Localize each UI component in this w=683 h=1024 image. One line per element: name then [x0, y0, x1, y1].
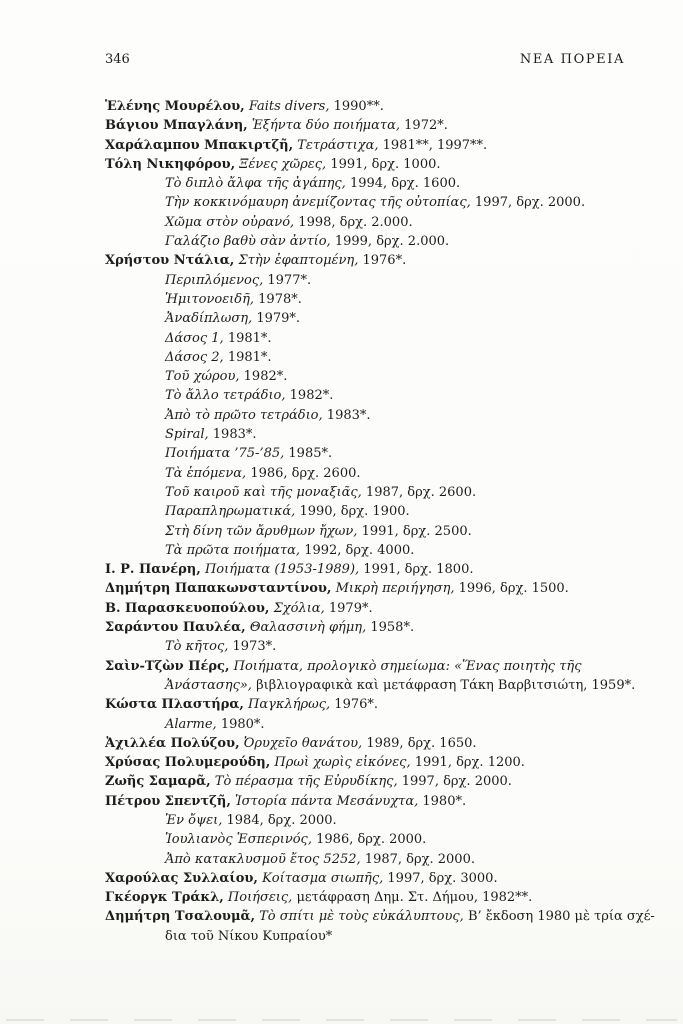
entry-title: Ἡμιτονοειδῆ,: [165, 291, 255, 307]
entry-line: [105, 907, 653, 926]
entry-line: [105, 271, 653, 290]
entry-line: [105, 792, 653, 811]
entry-rest: 1992, δρχ. 4000.: [304, 542, 415, 558]
entry-title: Θαλασσινὴ φήμη,: [249, 620, 367, 636]
entry-author: Χρύσας Πολυμερούδη,: [105, 755, 271, 771]
entry-title: Τοῦ καιροῦ καὶ τῆς μοναξιᾶς,: [165, 484, 362, 500]
entry-author: Ζωῆς Σαμαρᾶ,: [105, 774, 211, 790]
entry-title: Ἀπὸ τὸ πρῶτο τετράδιο,: [165, 407, 323, 423]
entry-author: Σαράντου Παυλέα,: [105, 620, 246, 636]
entry-rest: 1991, δρχ. 2500.: [361, 523, 472, 539]
entry-rest: 1994, δρχ. 1600.: [349, 176, 461, 192]
entry-rest: 1980*.: [422, 793, 467, 809]
entry-line: [105, 676, 653, 695]
entry-line: [105, 425, 653, 444]
entry-rest: βιβλιογραφικὰ καὶ μετάφραση Τάκη Βαρβιτσιώτη, 1959*.: [256, 677, 636, 693]
entry-title: Alarme,: [165, 716, 217, 732]
entry-rest: 1981*.: [227, 330, 272, 346]
entry-title: Παγκλήρως,: [248, 697, 331, 713]
entry-author: Χρήστου Ντάλια,: [105, 253, 235, 269]
entry-line: [105, 386, 653, 405]
entry-author: Δημήτρη Τσαλουμᾶ,: [105, 909, 255, 925]
entry-rest: 1978*.: [258, 291, 302, 307]
entry-line: [105, 348, 653, 367]
entry-title: Δάσος 2,: [165, 349, 224, 365]
entry-title: Τὸ σπίτι μὲ τοὺς εὐκάλυπτους,: [259, 909, 464, 925]
entry-author: Γκέοργκ Τράκλ,: [105, 890, 224, 906]
entry-rest: Β’ ἔκδοση 1980 μὲ τρία σχέ-: [467, 909, 655, 925]
entry-title: Τετράστιχα,: [297, 137, 379, 153]
entry-title: Ξένες χῶρες,: [239, 156, 327, 172]
entry-line: [105, 830, 653, 849]
entry-title: Τὸ κῆτος,: [165, 639, 229, 655]
entry-title: Ποιήσεις,: [227, 890, 293, 906]
entry-rest: 1982*.: [243, 369, 288, 385]
entry-rest: 1990, δρχ. 1900.: [299, 504, 410, 520]
entry-rest: 1997, δρχ. 2000.: [401, 774, 512, 790]
entry-line: [105, 213, 653, 232]
entry-author: Δημήτρη Παπακωνσταντίνου,: [105, 581, 332, 597]
entry-title: Τὸ πέρασμα τῆς Εὐρυδίκης,: [214, 774, 398, 790]
entry-title: Τοῦ χώρου,: [165, 369, 240, 385]
entry-title: Ἀπὸ κατακλυσμοῦ ἔτος 5252,: [165, 851, 361, 867]
entry-line: [105, 734, 653, 753]
entry-title: Ποιήματα (1953-1989),: [204, 562, 360, 578]
entry-title: Faits divers,: [248, 99, 330, 114]
entry-title: Γαλάζιο βαθὺ σὰν ἀντίο,: [165, 234, 331, 250]
entry-title: Στὴν ἐφαπτομένη,: [238, 253, 359, 269]
entry-line: [105, 464, 653, 483]
entry-author: Ι. Ρ. Πανέρη,: [105, 562, 201, 578]
entry-rest: 1976*.: [362, 253, 407, 269]
entry-title: Κοίτασμα σιωπῆς,: [262, 870, 384, 886]
entry-title: Ἑξήντα δύο ποιήματα,: [251, 118, 401, 134]
entry-author: Βάγιου Μπαγλάνη,: [105, 118, 248, 134]
entry-line: [105, 290, 653, 309]
entry-rest: 1991, δρχ. 1200.: [414, 755, 525, 771]
entry-title: Ἰουλιανὸς Ἑσπερινός,: [165, 832, 312, 848]
entry-rest: 1989, δρχ. 1650.: [366, 735, 477, 751]
entry-line: [105, 136, 653, 155]
entry-title: Τὰ πρῶτα ποιήματα,: [165, 542, 301, 558]
entry-line: [105, 599, 653, 618]
entry-rest: 1983*.: [212, 427, 257, 443]
entry-rest: 1979*.: [328, 600, 373, 616]
entry-line: [105, 579, 653, 598]
entry-title: Τὴν κοκκινόμαυρη ἀνεμίζοντας τῆς οὐτοπίας,: [165, 195, 471, 211]
entry-rest: δια τοῦ Νίκου Κυπραίου*: [165, 928, 333, 944]
entry-title: Πρωὶ χωρὶς εἰκόνες,: [274, 755, 411, 771]
scan-edge-artifact: [6, 1019, 677, 1021]
entry-line: [105, 444, 653, 463]
entry-rest: 1977*.: [267, 272, 312, 288]
entry-title: Μικρὴ περιήγηση,: [335, 581, 455, 597]
entry-rest: 1983*.: [326, 407, 371, 423]
entry-line: [105, 193, 653, 212]
entry-title: Παραπληρωματικά,: [165, 504, 296, 520]
entry-rest: 1986, δρχ. 2600.: [250, 465, 361, 481]
entry-title: Τὰ ἑπόμενα,: [165, 465, 247, 481]
entry-title: Χῶμα στὸν οὐρανό,: [165, 214, 295, 230]
entry-author: Χαράλαμπου Μπακιρτζῆ,: [105, 137, 294, 153]
entry-line: [105, 522, 653, 541]
entry-line: [105, 869, 653, 888]
entry-rest: 1972*.: [404, 118, 448, 134]
entry-author: Β. Παρασκευοπούλου,: [105, 600, 270, 616]
entry-line: [105, 850, 653, 869]
entry-line: [105, 116, 653, 135]
entry-line: [105, 174, 653, 193]
journal-title: ΝΕΑ ΠΟΡΕΙΑ: [519, 52, 625, 67]
entry-line: [105, 502, 653, 521]
entry-title: Ἀνάστασης»,: [165, 677, 252, 693]
entry-line: [105, 483, 653, 502]
entry-author: Κώστα Πλαστήρα,: [105, 697, 244, 713]
entry-title: Ποιήματα, προλογικὸ σημείωμα: «Ἕνας ποιητὴς τῆς: [233, 658, 582, 674]
entry-title: Δάσος 1,: [165, 330, 224, 346]
entry-line: [105, 888, 653, 907]
entry-line: [105, 155, 653, 174]
entry-rest: 1984, δρχ. 2000.: [226, 812, 337, 828]
entry-rest: 1991, δρχ. 1000.: [330, 156, 441, 172]
page-number: 346: [105, 52, 130, 67]
entry-line: [105, 309, 653, 328]
entry-rest: 1987, δρχ. 2000.: [364, 851, 475, 867]
entry-rest: 1998, δρχ. 2.000.: [298, 214, 413, 230]
entry-line: [105, 367, 653, 386]
entry-rest: 1973*.: [232, 639, 277, 655]
page-header: [0, 0, 683, 67]
entry-rest: 1985*.: [288, 446, 333, 462]
entry-title: Ἐν ὄψει,: [165, 812, 223, 828]
entry-line: [105, 560, 653, 579]
entry-line: [105, 329, 653, 348]
entry-author: Χαρούλας Συλλαίου,: [105, 870, 258, 886]
entry-line: [105, 811, 653, 830]
entry-rest: 1981*.: [227, 349, 272, 365]
entry-rest: 1997, δρχ. 3000.: [387, 870, 498, 886]
entry-rest: 1987, δρχ. 2600.: [365, 484, 477, 500]
entry-line: [105, 715, 653, 734]
entry-title: Τὸ ἄλλο τετράδιο,: [165, 388, 286, 404]
entry-line: [105, 695, 653, 714]
entry-line: [105, 97, 653, 116]
entry-rest: 1996, δρχ. 1500.: [458, 581, 569, 597]
entry-author: Σαὶν-Τζὼν Πέρς,: [105, 658, 230, 674]
entry-line: [105, 541, 653, 560]
entry-title: Ποιήματα ’75-’85,: [165, 446, 285, 462]
entry-author: Τόλη Νικηφόρου,: [105, 156, 236, 172]
entry-author: Πέτρου Σπεντζῆ,: [105, 793, 231, 809]
entry-line: [105, 927, 653, 946]
entry-author: Ἀχιλλέα Πολύζου,: [105, 735, 240, 751]
entry-line: [105, 251, 653, 270]
entry-rest: 1999, δρχ. 2.000.: [334, 234, 450, 250]
entry-title: Στὴ δίνη τῶν ἄρυθμων ἤχων,: [165, 523, 358, 539]
entry-title: Spiral,: [165, 427, 209, 443]
entry-rest: μετάφραση Δημ. Στ. Δήμου, 1982**.: [296, 890, 533, 906]
entry-rest: 1980*.: [220, 716, 265, 732]
entry-line: [105, 637, 653, 656]
entry-rest: 1979*.: [256, 311, 301, 327]
entry-author: Ἑλένης Μουρέλου,: [105, 99, 245, 114]
entry-rest: 1986, δρχ. 2000.: [316, 832, 427, 848]
entry-line: [105, 657, 653, 676]
entry-rest: 1976*.: [334, 697, 379, 713]
entry-rest: 1990**.: [333, 99, 384, 114]
entry-title: Ἱστορία πάντα Μεσάνυχτα,: [234, 793, 419, 809]
entry-rest: 1997, δρχ. 2000.: [474, 195, 586, 211]
entry-rest: 1991, δρχ. 1800.: [363, 562, 474, 578]
entry-rest: 1958*.: [370, 620, 415, 636]
entry-line: [105, 753, 653, 772]
entry-line: [105, 232, 653, 251]
entry-title: Τὸ διπλὸ ἄλφα τῆς ἀγάπης,: [165, 176, 346, 192]
entry-rest: 1981**, 1997**.: [382, 137, 488, 153]
entry-line: [105, 772, 653, 791]
entry-rest: 1982*.: [289, 388, 334, 404]
entry-title: Σχόλια,: [273, 600, 325, 616]
entry-line: [105, 406, 653, 425]
entry-title: Ἀναδίπλωση,: [165, 311, 253, 327]
entry-title: Περιπλόμενος,: [165, 272, 264, 288]
entry-line: [105, 618, 653, 637]
bibliography-list: [0, 67, 683, 946]
entry-title: Ὀρυχεῖο θανάτου,: [243, 735, 363, 751]
